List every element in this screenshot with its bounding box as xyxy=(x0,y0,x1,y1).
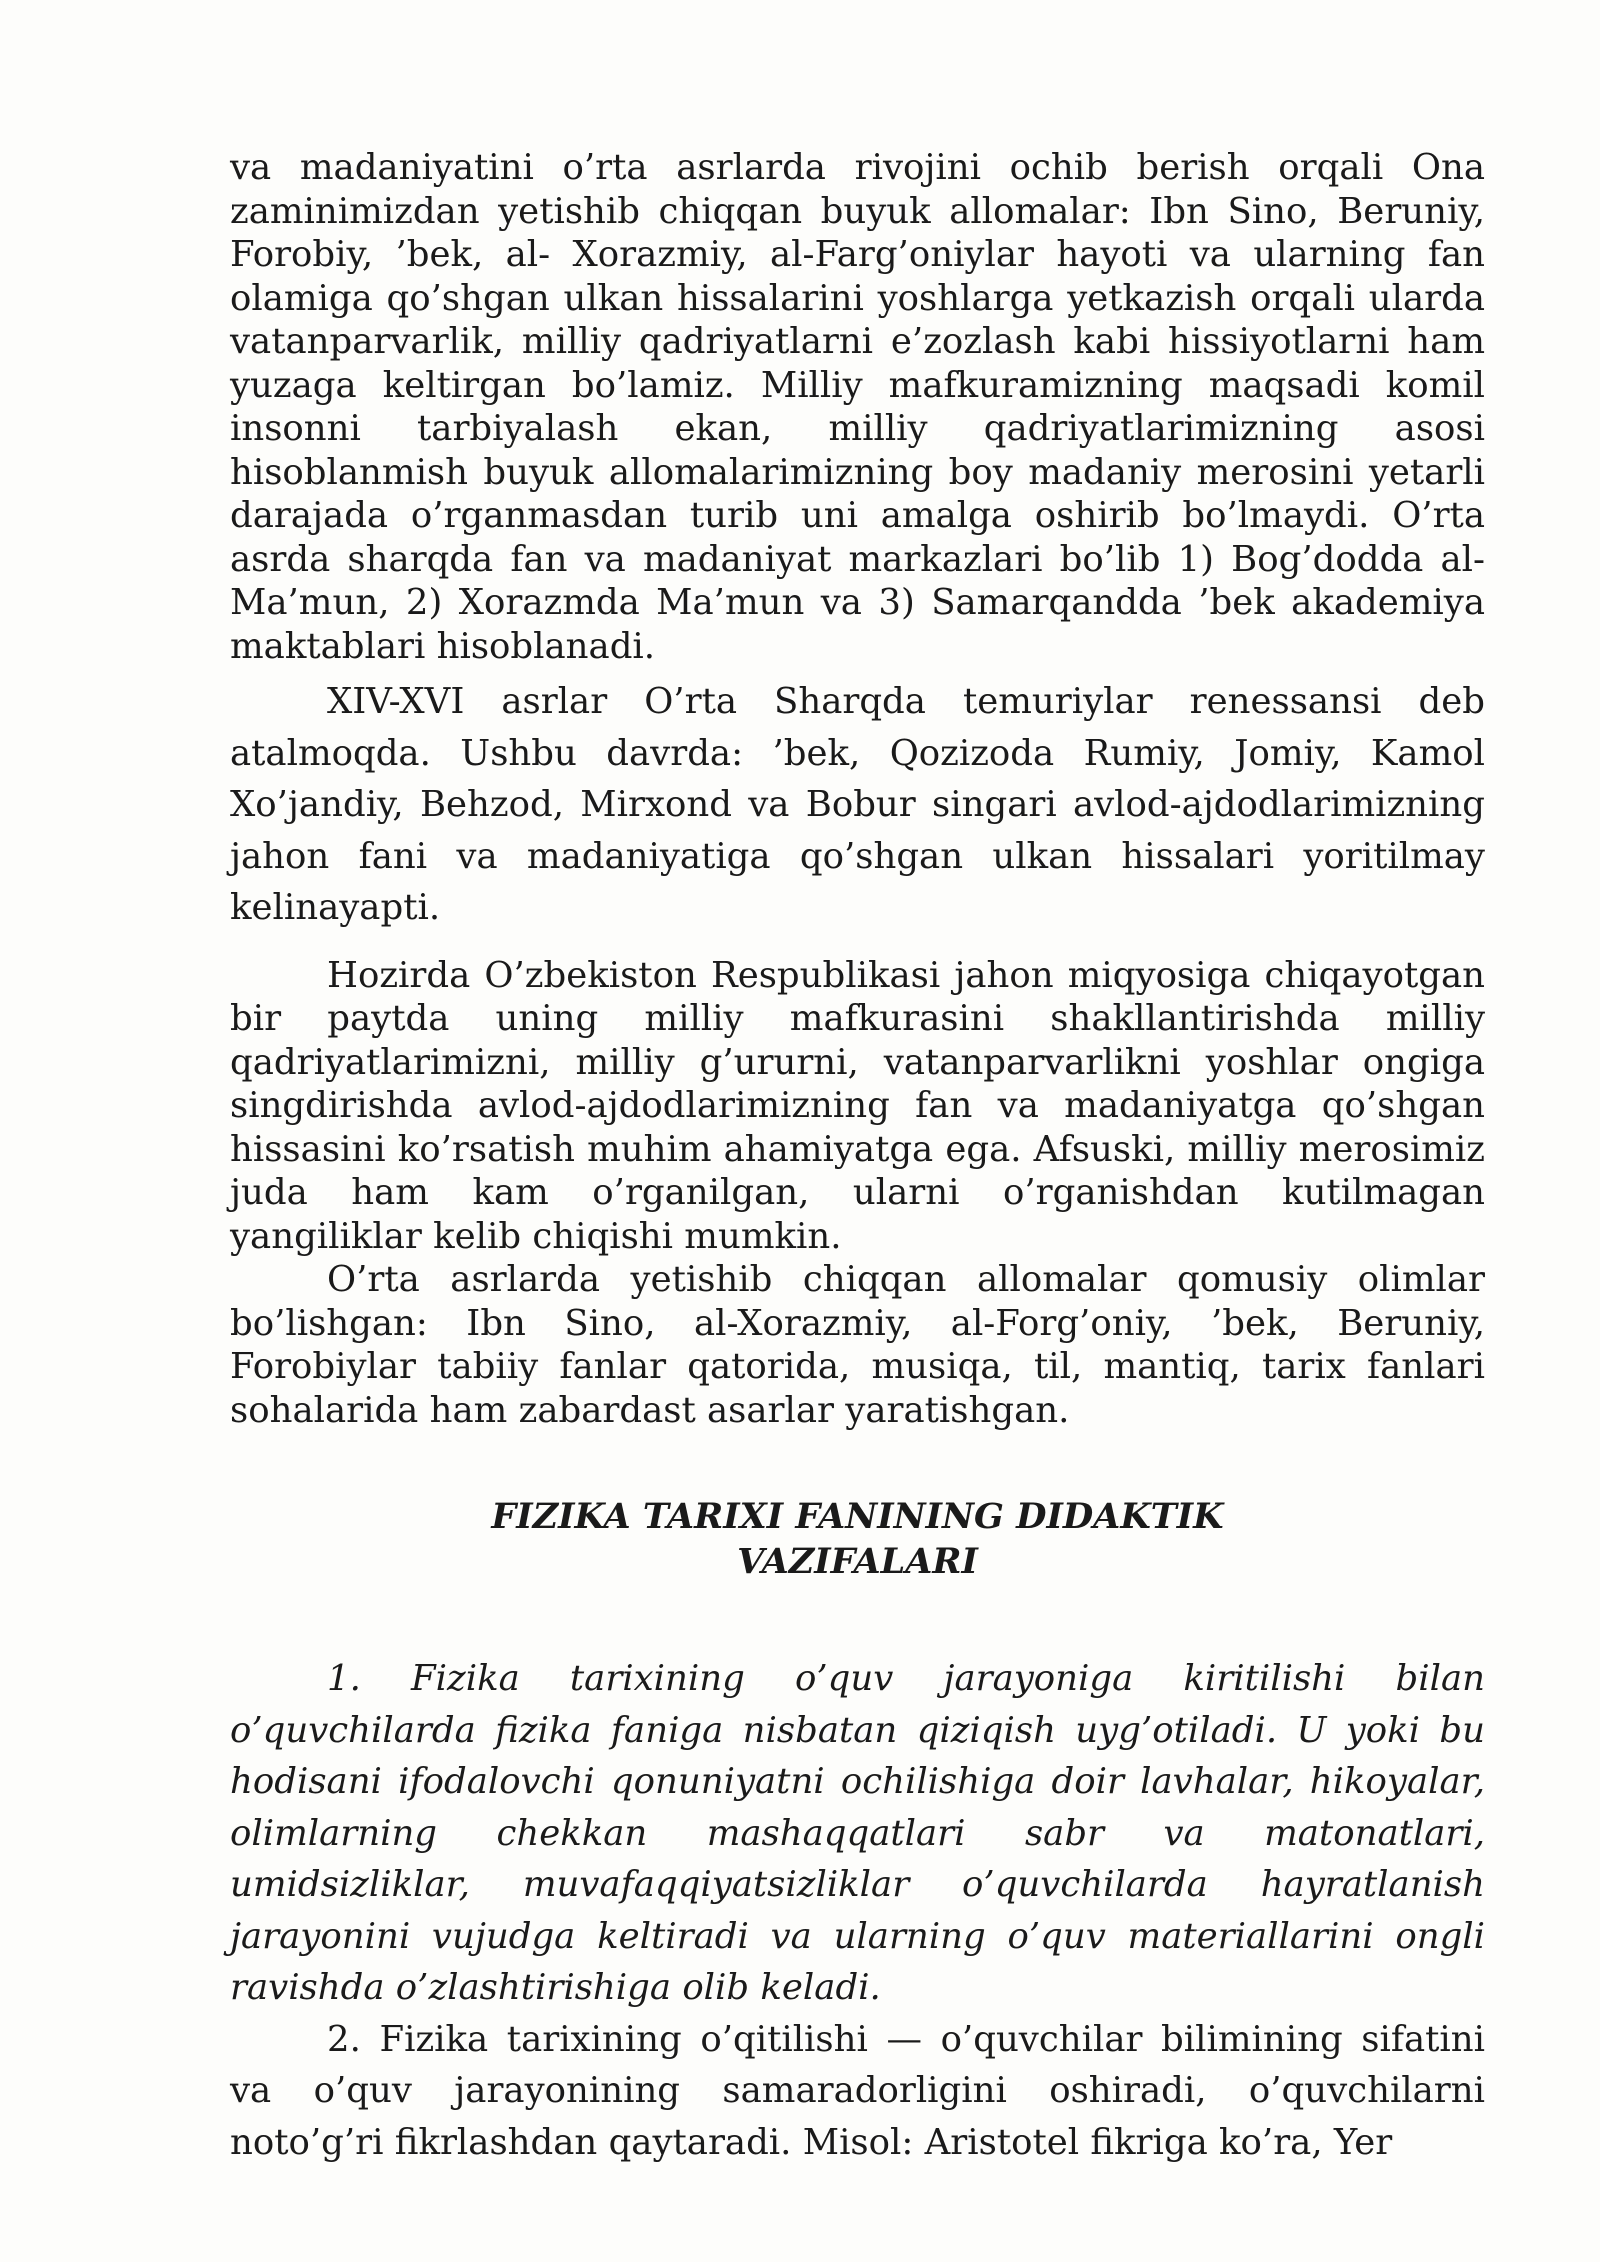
paragraph-6: 2. Fizika tarixining o’qitilishi — o’quvchilar bilimining sifatini va o’quv jarayonining samaradorligini oshiradi, o’quvchilarni noto’g’ri fikrlashdan qaytaradi. Misol: Aristotel fikriga ko’ra, Yer xyxy=(230,2018,1485,2163)
document-page xyxy=(230,146,1485,2168)
section-heading-line-2: VAZIFALARI xyxy=(737,1541,978,1582)
paragraph-2: XIV-XVI asrlar O’rta Sharqda temuriylar renessansi deb atalmoqda. Ushbu davrda: ’bek, Qozizoda Rumiy, Jomiy, Kamol Xo’jandiy, Behzod, Mirxond va Bobur singari avlod-ajdodlarimizning jahon fani va madaniyatiga qo’shgan ulkan hissalari yoritilmay kelinayapti. xyxy=(230,681,1485,928)
paragraph-4: O’rta asrlarda yetishib chiqqan allomalar qomusiy olimlar bo’lishgan: Ibn Sino, al-Xorazmiy, al-Forg’oniy, ’bek, Beruniy, Forobiylar tabiiy fanlar qatorida, musiqa, til, mantiq, tarix fanlari sohalarida ham zabardast asarlar yaratishgan. xyxy=(230,1259,1485,1431)
paragraph-5: 1. Fizika tarixining o’quv jarayoniga kiritilishi bilan o’quvchilarda fizika faniga nisbatan qiziqish uyg’otiladi. U yoki bu hodisani ifodalovchi qonuniyatni ochilishiga doir lavhalar, hikoyalar, olimlarning chekkan mashaqqatlari sabr va matonatlari, umidsizliklar, muvafaqqiyatsizliklar o’quvchilarda hayratlanish jarayonini vujudga keltiradi va ularning o’quv materiallarini ongli ravishda o’zlashtirishiga olib keladi. xyxy=(230,1658,1485,2008)
section-heading-line-1: FIZIKA TARIXI FANINING DIDAKTIK xyxy=(491,1496,1224,1537)
paragraph-1: va madaniyatini o’rta asrlarda rivojini ochib berish orqali Ona zaminimizdan yetishib chiqqan buyuk allomalar: Ibn Sino, Beruniy, Forobiy, ’bek, al- Xorazmiy, al-Farg’oniylar hayoti va ularning fan olamiga qo’shgan ulkan hissalarini yoshlarga yetkazish orqali ularda vatanparvarlik, milliy qadriyatlarni e’zozlash kabi hissiyotlarni ham yuzaga keltirgan bo’lamiz. Milliy mafkuramizning maqsadi komil insonni tarbiyalash ekan, milliy qadriyatlarimizning asosi hisoblanmish buyuk allomalarimizning boy madaniy merosini yetarli darajada o’rganmasdan turib uni amalga oshirib bo’lmaydi. O’rta asrda sharqda fan va madaniyat markazlari bo’lib 1) Bog’dodda al-Ma’mun, 2) Xorazmda Ma’mun va 3) Samarqandda ’bek akademiya maktablari hisoblanadi. xyxy=(230,147,1485,667)
section-heading xyxy=(230,1494,1485,1584)
paragraph-3: Hozirda O’zbekiston Respublikasi jahon miqyosiga chiqayotgan bir paytda uning milliy mafkurasini shakllantirishda milliy qadriyatlarimizni, milliy g’ururni, vatanparvarlikni yoshlar ongiga singdirishda avlod-ajdodlarimizning fan va madaniyatga qo’shgan hissasini ko’rsatish muhim ahamiyatga ega. Afsuski, milliy merosimiz juda ham kam o’rganilgan, ularni o’rganishdan kutilmagan yangiliklar kelib chiqishi mumkin. xyxy=(230,954,1485,1257)
